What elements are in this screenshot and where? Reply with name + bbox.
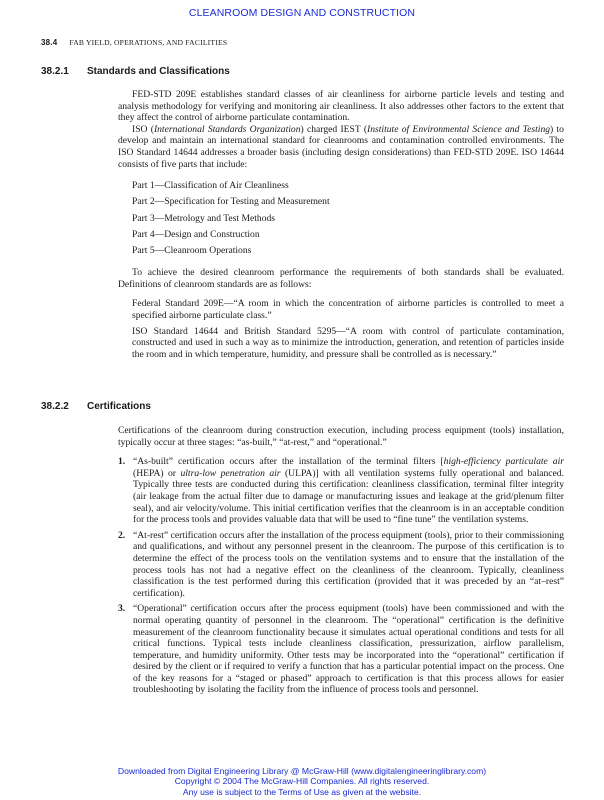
- section-body-standards: [118, 89, 564, 360]
- page-number: 38.4: [41, 38, 58, 47]
- list-item: Part 1—Classification of Air Cleanliness: [132, 180, 289, 192]
- certification-list: [118, 456, 564, 696]
- list-item: 1. “As-built” certification occurs after the installation of the terminal filters [high-efficiency particulate air (HEPA) or ultra-low penetration air (ULPA)] with all ventilation systems fully operational and balanced. Typically three tests are conducted during this certification: cleanliness classification, terminal filter integrity (air leakage from the actual filter due to damage or manufacturing issues and leakage at the grid/plenum filter seal), and air velocity/volume. This initial certification verifies that the cleanroom is in an acceptable condition for the process tools and provides valuable data that will be used to “fine tune” the ventilation systems.: [118, 456, 565, 526]
- paragraph: ISO (International Standards Organization) charged IEST (Institute of Environmental Science and Testing) to develop and maintain an international standard for cleanrooms and contamination controlled environments. The ISO Standard 14644 addresses a broader basis (including design considerations) than FED-STD 209E. ISO 14644 consists of five parts that include:: [118, 123, 564, 170]
- section-title: Certifications: [87, 401, 151, 412]
- section-heading-certifications: [41, 401, 151, 412]
- list-item: Part 5—Cleanroom Operations: [132, 244, 252, 256]
- section-body-certifications: [118, 425, 564, 700]
- list-item: Part 4—Design and Construction: [132, 228, 260, 240]
- page-banner: CLEANROOM DESIGN AND CONSTRUCTION: [188, 7, 416, 19]
- section-number: 38.2.1: [41, 66, 69, 77]
- iso-parts-list: [132, 178, 564, 259]
- list-item: Part 2—Specification for Testing and Measurement: [132, 196, 330, 208]
- paragraph: FED-STD 209E establishes standard classes of air cleanliness for airborne particle levels and testing and analysis methodology for verifying and monitoring air cleanliness. It also addresses other factors to the extent that they affect the control of airborne particulate contamination.: [118, 89, 564, 124]
- footer-copyright: Copyright © 2004 The McGraw-Hill Companies. All rights reserved.: [174, 776, 430, 787]
- definition-iso: ISO Standard 14644 and British Standard 5295—“A room with control of particulate contamination, constructed and used in such a way as to minimize the introduction, generation, and retention of particles inside the room and in which temperature, humidity, and pressure shall be controlled as is necessary.”: [132, 325, 564, 360]
- running-head-title: FAB YIELD, OPERATIONS, AND FACILITIES: [69, 38, 228, 47]
- section-number: 38.2.2: [41, 401, 69, 412]
- list-item: Part 3—Metrology and Test Methods: [132, 212, 276, 224]
- section-title: Standards and Classifications: [87, 66, 230, 77]
- definition-fed-std: Federal Standard 209E—“A room in which the concentration of airborne particles is controlled to meet a specified airborne particulate class.”: [132, 298, 564, 321]
- list-item: 3. “Operational” certification occurs after the process equipment (tools) have been commissioned and with the normal operating quantity of personnel in the cleanroom. The “operational” certification is the definitive measurement of the cleanroom functionality because it simulates actual operational conditions and tests for all critical functions. Typical tests include cleanliness classification, pressurization, airflow parallelism, temperature, and humidity uniformity. Other tests may be incorporated into the “operational” certification if desired by the client or if required to verify a function that has a particular potential impact on the process. One of the key reasons for a “staged or phased” approach to certification is that this process allows for easier troubleshooting by isolating the facility from the influence of process tools and personnel.: [118, 603, 564, 696]
- list-item: 2. “At-rest” certification occurs after the installation of the process equipment (tools), prior to their commissioning and qualifications, and without any personnel present in the cleanroom. The purpose of this certification is to determine the effect of the process tools on the ventilation systems and to ensure that the installation of the process tools has not had a negative effect on the cleanliness of the cleanroom. Typically, cleanliness classification is the test performed during this certification (provided that it was preceded by an “at–rest” certification).: [118, 529, 564, 599]
- copyright-footer: [0, 766, 604, 797]
- footer-terms: Any use is subject to the Terms of Use as given at the website.: [182, 786, 422, 797]
- section-heading-standards: [41, 66, 230, 77]
- footer-download-link[interactable]: Downloaded from Digital Engineering Library @ McGraw-Hill (www.digitalengineeringlibrary.com): [117, 766, 487, 776]
- paragraph: Certifications of the cleanroom during construction execution, including process equipment (tools) installation, typically occur at three stages: “as-built,” “at-rest,” and “operational.”: [118, 425, 564, 448]
- paragraph: To achieve the desired cleanroom performance the requirements of both standards shall be evaluated. Definitions of cleanroom standards are as follows:: [118, 267, 564, 290]
- running-head: [41, 38, 227, 47]
